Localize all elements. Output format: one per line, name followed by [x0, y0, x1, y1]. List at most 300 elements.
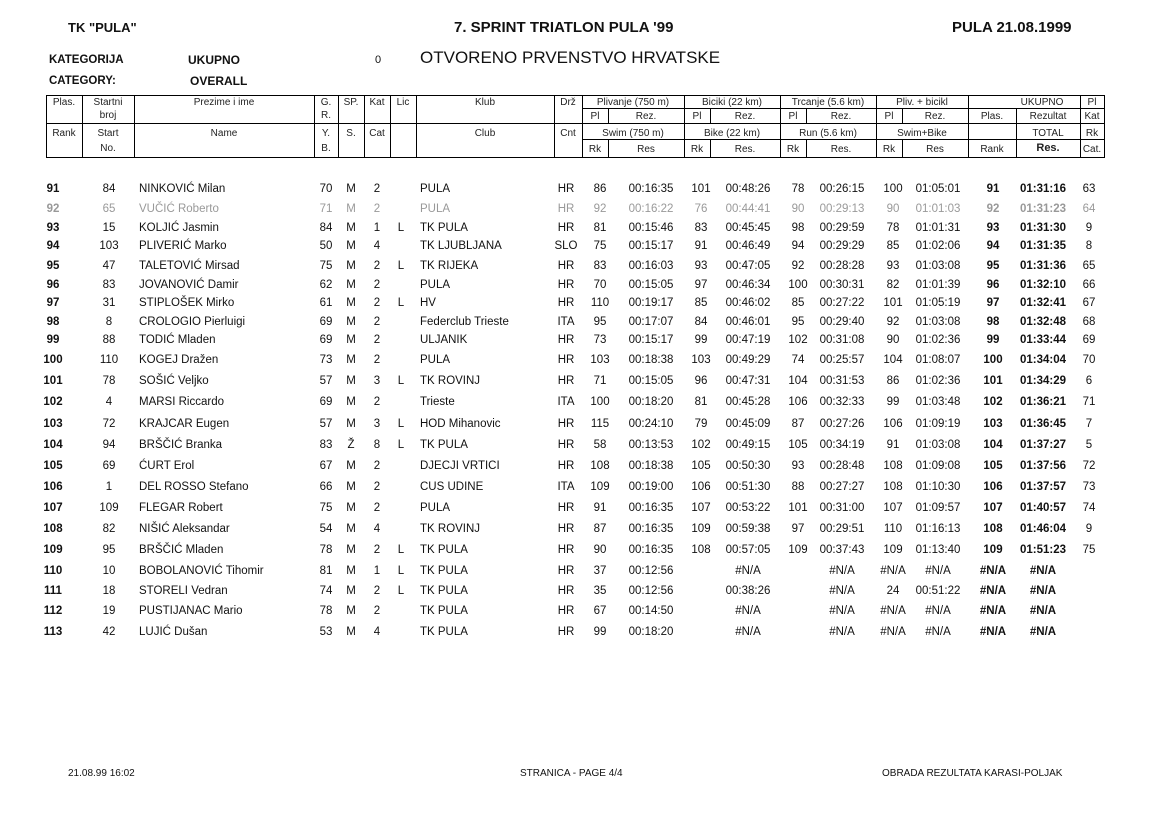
- cell-bike-rank: 83: [694, 222, 708, 234]
- cell-club: ULJANIK: [420, 334, 468, 346]
- cell-total-time: 01:31:35: [1019, 240, 1067, 252]
- cell-name: NIŠIĆ Aleksandar: [139, 523, 230, 535]
- kategorija-value: UKUPNO: [188, 53, 241, 67]
- cell-swim-rank: 91: [593, 502, 607, 514]
- bike-pl-label: Pl: [692, 111, 702, 122]
- cell-country: ITA: [557, 396, 575, 408]
- cell-name: CROLOGIO Pierluigi: [139, 316, 246, 328]
- cell-run-rank: 100: [788, 279, 808, 291]
- col-club: Club: [474, 128, 496, 139]
- cell-licence: L: [397, 418, 405, 430]
- cell-country: HR: [557, 502, 575, 514]
- cell-category: 2: [373, 297, 381, 309]
- cell-rank: 109: [43, 544, 63, 556]
- cell-rank: 104: [43, 439, 63, 451]
- cell-total-rank: 95: [986, 260, 1000, 272]
- cell-swim-rank: 67: [593, 605, 607, 617]
- table-row: [0, 435, 1170, 455]
- cell-swimbike-rank: 107: [883, 502, 903, 514]
- cell-category-rank: 64: [1082, 203, 1096, 215]
- cell-category: 2: [373, 354, 381, 366]
- cell-start-no: 82: [102, 523, 116, 535]
- cell-swimbike-time: 01:05:01: [915, 183, 961, 195]
- cell-name: TODIĆ Mladen: [139, 334, 216, 346]
- cell-total-time: #N/A: [1029, 585, 1057, 597]
- cell-bike-time: #N/A: [735, 605, 761, 617]
- cell-category-rank: 73: [1082, 481, 1096, 493]
- swimbike-rez-label: Rez.: [924, 111, 946, 122]
- cell-swimbike-time: 01:16:13: [915, 523, 961, 535]
- cell-bike-rank: 97: [694, 279, 708, 291]
- col-rank: Rank: [52, 128, 76, 139]
- cell-club: HOD Mihanovic: [420, 418, 501, 430]
- cell-rank: 110: [43, 565, 63, 577]
- cell-swim-time: 00:16:22: [628, 203, 674, 215]
- cell-total-rank: 98: [986, 316, 1000, 328]
- cell-bike-rank: 99: [694, 334, 708, 346]
- cell-total-rank: 103: [983, 418, 1003, 430]
- cell-rank: 99: [46, 334, 60, 346]
- cell-start-no: 103: [99, 240, 119, 252]
- cell-start-no: 110: [99, 354, 119, 366]
- col-swim: Swim (750 m): [602, 128, 664, 139]
- cell-start-no: 72: [102, 418, 116, 430]
- cell-start-no: 69: [102, 460, 116, 472]
- col-sp: SP.: [343, 97, 359, 108]
- cell-swim-rank: 37: [593, 565, 607, 577]
- cell-sex: M: [346, 396, 356, 408]
- cell-swimbike-rank: 78: [886, 222, 900, 234]
- cell-country: SLO: [554, 240, 578, 252]
- cell-country: ITA: [557, 481, 575, 493]
- cell-total-rank: 99: [986, 334, 1000, 346]
- cell-total-time: 01:36:21: [1019, 396, 1067, 408]
- cell-club: Federclub Trieste: [420, 316, 509, 328]
- cell-swim-rank: 103: [590, 354, 610, 366]
- cell-sex: M: [346, 418, 356, 430]
- col-pl-short: Pl: [1087, 97, 1097, 108]
- cell-bike-time: 00:53:22: [725, 502, 771, 514]
- cell-swimbike-time: 01:03:08: [915, 260, 961, 272]
- col-start: Start: [97, 128, 119, 139]
- cell-total-time: #N/A: [1029, 626, 1057, 638]
- run-pl-label: Pl: [788, 111, 798, 122]
- cell-category-rank: 63: [1082, 183, 1096, 195]
- cell-category: 8: [373, 439, 381, 451]
- cell-rank: 106: [43, 481, 63, 493]
- cell-club: PULA: [420, 279, 451, 291]
- run-rez-label: Rez.: [830, 111, 852, 122]
- cell-sex: M: [346, 523, 356, 535]
- cell-swim-time: 00:18:38: [628, 460, 674, 472]
- cell-swimbike-rank: 106: [883, 418, 903, 430]
- table-row: [0, 350, 1170, 370]
- cell-swim-time: 00:15:05: [628, 279, 674, 291]
- swimbike-rk-label: Rk: [882, 144, 896, 155]
- cell-category: 2: [373, 316, 381, 328]
- cell-swimbike-time: 01:03:08: [915, 316, 961, 328]
- total-plas-label: Plas.: [980, 111, 1004, 122]
- place-date: PULA 21.08.1999: [952, 19, 1072, 36]
- championship-title: OTVORENO PRVENSTVO HRVATSKE: [420, 48, 721, 67]
- cell-total-rank: 94: [986, 240, 1000, 252]
- cell-total-rank: 93: [986, 222, 1000, 234]
- col-lic: Lic: [396, 97, 410, 108]
- swim-res-label: Res: [637, 144, 655, 155]
- cell-bike-time: 00:47:31: [725, 375, 771, 387]
- col-plivanje: Plivanje (750 m): [596, 97, 670, 108]
- table-row: [0, 236, 1170, 256]
- cell-total-time: 01:36:45: [1019, 418, 1067, 430]
- cell-bike-rank: 91: [694, 240, 708, 252]
- col-r: R.: [321, 110, 331, 121]
- cell-name: MARSI Riccardo: [139, 396, 224, 408]
- table-row: [0, 275, 1170, 295]
- cell-swim-rank: 81: [593, 222, 607, 234]
- cell-swimbike-rank: 86: [886, 375, 900, 387]
- cell-total-time: 01:34:04: [1019, 354, 1067, 366]
- cell-licence: L: [397, 260, 405, 272]
- cell-country: HR: [557, 439, 575, 451]
- cell-rank: 94: [46, 240, 60, 252]
- cell-category-rank: 72: [1082, 460, 1096, 472]
- cell-run-rank: 97: [791, 523, 805, 535]
- cell-bike-rank: 103: [691, 354, 711, 366]
- col-b: B.: [321, 143, 331, 154]
- cell-club: PULA: [420, 183, 451, 195]
- cell-run-time: #N/A: [829, 605, 855, 617]
- col-g: G.: [320, 97, 332, 108]
- cell-swimbike-time: 01:02:36: [915, 334, 961, 346]
- cell-bike-rank: 106: [691, 481, 711, 493]
- cell-bike-rank: 93: [694, 260, 708, 272]
- cell-rank: 97: [46, 297, 60, 309]
- cell-sex: M: [346, 460, 356, 472]
- table-row: [0, 179, 1170, 199]
- category-value: OVERALL: [190, 74, 248, 88]
- cell-bike-time: 00:44:41: [725, 203, 771, 215]
- cell-swim-time: 00:15:46: [628, 222, 674, 234]
- cell-rank: 111: [44, 585, 62, 597]
- cell-run-rank: 105: [788, 439, 808, 451]
- cell-swim-time: 00:19:17: [628, 297, 674, 309]
- table-row: [0, 498, 1170, 518]
- cell-category-rank: 5: [1085, 439, 1093, 451]
- cell-start-no: 78: [102, 375, 116, 387]
- cell-run-time: 00:29:51: [819, 523, 865, 535]
- cell-swimbike-time: 01:01:39: [915, 279, 961, 291]
- swim-rk-label: Rk: [588, 144, 602, 155]
- kategorija-label: KATEGORIJA: [49, 54, 124, 66]
- table-row: [0, 456, 1170, 476]
- cell-total-rank: #N/A: [979, 605, 1007, 617]
- cell-bike-time: 00:45:28: [725, 396, 771, 408]
- cell-bike-time: #N/A: [735, 565, 761, 577]
- cell-club: TK PULA: [420, 544, 468, 556]
- cell-total-rank: 96: [986, 279, 1000, 291]
- total-rank-label: Rank: [980, 144, 1004, 155]
- cell-country: HR: [557, 203, 575, 215]
- col-plas: Plas.: [52, 97, 76, 108]
- cell-bike-time: 00:46:49: [725, 240, 771, 252]
- cell-bike-rank: 85: [694, 297, 708, 309]
- cell-licence: L: [397, 585, 405, 597]
- cell-run-time: 00:27:26: [819, 418, 865, 430]
- cell-swimbike-time: 01:09:08: [915, 460, 961, 472]
- cell-swimbike-time: 01:13:40: [915, 544, 961, 556]
- cell-sex: M: [346, 481, 356, 493]
- swimbike-res-label: Res: [926, 144, 944, 155]
- cell-bike-time: 00:38:26: [725, 585, 771, 597]
- table-row: [0, 601, 1170, 621]
- cell-country: HR: [557, 544, 575, 556]
- col-y: Y.: [321, 128, 331, 139]
- cell-total-rank: #N/A: [979, 585, 1007, 597]
- cell-birth-year: 78: [319, 544, 333, 556]
- cell-run-time: 00:30:31: [819, 279, 865, 291]
- cell-category-rank: 68: [1082, 316, 1096, 328]
- cell-country: HR: [557, 222, 575, 234]
- cell-run-rank: 88: [791, 481, 805, 493]
- cell-swim-time: 00:16:35: [628, 523, 674, 535]
- cell-birth-year: 69: [319, 396, 333, 408]
- cell-club: DJECJI VRTICI: [420, 460, 500, 472]
- table-row: [0, 581, 1170, 601]
- cell-bike-time: #N/A: [735, 626, 761, 638]
- footer-credit: OBRADA REZULTATA KARASI-POLJAK: [882, 768, 1063, 779]
- cell-licence: L: [397, 297, 405, 309]
- cell-sex: Ž: [347, 439, 355, 451]
- cell-licence: L: [397, 565, 405, 577]
- cell-club: TK PULA: [420, 565, 468, 577]
- cell-licence: L: [397, 439, 405, 451]
- cell-swimbike-rank: 109: [883, 544, 903, 556]
- cell-total-rank: 92: [986, 203, 1000, 215]
- cell-swimbike-rank: 110: [883, 523, 903, 535]
- cell-bike-time: 00:46:34: [725, 279, 771, 291]
- cell-swim-rank: 109: [590, 481, 610, 493]
- cell-swim-time: 00:13:53: [628, 439, 674, 451]
- col-trcanje: Trcanje (5.6 km): [791, 97, 865, 108]
- cell-swimbike-rank: #N/A: [880, 626, 906, 638]
- cell-rank: 112: [43, 605, 63, 617]
- zero-value: 0: [375, 54, 382, 66]
- cell-category-rank: 67: [1082, 297, 1096, 309]
- cell-bike-rank: 101: [691, 183, 711, 195]
- cell-swimbike-rank: 104: [883, 354, 903, 366]
- col-run: Run (5.6 km): [799, 128, 857, 139]
- cell-sex: M: [346, 334, 356, 346]
- cell-swimbike-time: 01:02:36: [915, 375, 961, 387]
- cell-run-rank: 74: [791, 354, 805, 366]
- cell-category-rank: 71: [1082, 396, 1096, 408]
- cell-bike-rank: 109: [691, 523, 711, 535]
- cell-run-rank: 95: [791, 316, 805, 328]
- cell-swim-time: 00:17:07: [628, 316, 674, 328]
- cell-start-no: 95: [102, 544, 116, 556]
- cell-birth-year: 83: [319, 439, 333, 451]
- cell-run-time: 00:31:53: [819, 375, 865, 387]
- cell-rank: 102: [43, 396, 63, 408]
- cell-category: 2: [373, 396, 381, 408]
- cell-birth-year: 74: [319, 585, 333, 597]
- cell-rank: 101: [43, 375, 63, 387]
- cell-swim-time: 00:15:17: [628, 240, 674, 252]
- total-rezultat-label: Rezultat: [1029, 111, 1067, 122]
- cell-country: HR: [557, 334, 575, 346]
- cell-bike-rank: 84: [694, 316, 708, 328]
- cell-sex: M: [346, 183, 356, 195]
- table-row: [0, 199, 1170, 219]
- cell-total-rank: 100: [983, 354, 1003, 366]
- cell-swim-rank: 108: [590, 460, 610, 472]
- cell-total-time: 01:40:57: [1019, 502, 1067, 514]
- cell-club: TK PULA: [420, 585, 468, 597]
- cell-start-no: 8: [105, 316, 113, 328]
- cell-bike-time: 00:45:09: [725, 418, 771, 430]
- cell-run-rank: 85: [791, 297, 805, 309]
- cell-rank: 100: [43, 354, 63, 366]
- cell-swim-rank: 70: [593, 279, 607, 291]
- cell-category-rank: 9: [1085, 523, 1093, 535]
- table-row: [0, 330, 1170, 350]
- cell-category-rank: 74: [1082, 502, 1096, 514]
- cell-run-rank: 98: [791, 222, 805, 234]
- cell-start-no: 10: [102, 565, 116, 577]
- col-ukupno: UKUPNO: [1020, 97, 1064, 108]
- cell-rank: 96: [46, 279, 60, 291]
- cell-sex: M: [346, 260, 356, 272]
- cell-start-no: 4: [105, 396, 113, 408]
- cell-club: PULA: [420, 354, 451, 366]
- cell-swim-time: 00:12:56: [628, 585, 674, 597]
- cell-bike-rank: 81: [694, 396, 708, 408]
- cell-swimbike-rank: 99: [886, 396, 900, 408]
- cell-swimbike-rank: 90: [886, 203, 900, 215]
- cell-bike-rank: 105: [691, 460, 711, 472]
- cell-run-rank: 106: [788, 396, 808, 408]
- cell-swimbike-rank: 108: [883, 481, 903, 493]
- cell-swimbike-time: 01:03:08: [915, 439, 961, 451]
- cell-total-time: 01:32:48: [1019, 316, 1067, 328]
- cell-birth-year: 62: [319, 279, 333, 291]
- cell-club: HV: [420, 297, 436, 309]
- cell-club: TK RIJEKA: [420, 260, 479, 272]
- cell-run-rank: 90: [791, 203, 805, 215]
- cell-sex: M: [346, 544, 356, 556]
- cell-run-time: #N/A: [829, 585, 855, 597]
- cell-swim-time: 00:15:05: [628, 375, 674, 387]
- cell-start-no: 84: [102, 183, 116, 195]
- cell-total-time: 01:31:36: [1019, 260, 1067, 272]
- cell-total-rank: 97: [986, 297, 1000, 309]
- cell-swim-time: 00:14:50: [628, 605, 674, 617]
- cell-total-rank: #N/A: [979, 565, 1007, 577]
- cell-start-no: 42: [102, 626, 116, 638]
- cell-total-time: 01:51:23: [1019, 544, 1067, 556]
- col-no: No.: [100, 143, 116, 154]
- cell-sex: M: [346, 222, 356, 234]
- cell-country: HR: [557, 260, 575, 272]
- cell-category-rank: 75: [1082, 544, 1096, 556]
- cell-sex: M: [346, 316, 356, 328]
- cell-name: JOVANOVIĆ Damir: [139, 279, 239, 291]
- cell-swimbike-time: 01:01:31: [915, 222, 961, 234]
- cell-club: TK ROVINJ: [420, 375, 481, 387]
- cell-run-time: 00:34:19: [819, 439, 865, 451]
- col-kat: Kat: [369, 97, 385, 108]
- cell-run-rank: 109: [788, 544, 808, 556]
- cell-category: 4: [373, 626, 381, 638]
- cell-category: 1: [373, 565, 381, 577]
- cell-country: HR: [557, 354, 575, 366]
- cell-birth-year: 84: [319, 222, 333, 234]
- cell-birth-year: 75: [319, 502, 333, 514]
- cell-category-rank: 8: [1085, 240, 1093, 252]
- cell-total-rank: 108: [983, 523, 1003, 535]
- cell-start-no: 1: [105, 481, 113, 493]
- cell-country: HR: [557, 297, 575, 309]
- cell-total-time: 01:46:04: [1019, 523, 1067, 535]
- cell-start-no: 109: [99, 502, 119, 514]
- cell-run-time: 00:26:15: [819, 183, 865, 195]
- total-res-label: Res.: [1036, 142, 1060, 154]
- cell-swim-rank: 83: [593, 260, 607, 272]
- col-biciklizam: Biciki (22 km): [701, 97, 763, 108]
- cell-total-rank: 91: [986, 183, 1000, 195]
- cell-start-no: 18: [102, 585, 116, 597]
- cell-swim-rank: 100: [590, 396, 610, 408]
- cell-total-rank: 104: [983, 439, 1003, 451]
- cell-run-time: #N/A: [829, 626, 855, 638]
- cell-country: HR: [557, 183, 575, 195]
- cell-run-time: #N/A: [829, 565, 855, 577]
- cell-birth-year: 54: [319, 523, 333, 535]
- cell-category: 2: [373, 334, 381, 346]
- cell-swimbike-rank: 93: [886, 260, 900, 272]
- cell-swimbike-time: 01:01:03: [915, 203, 961, 215]
- cell-total-rank: #N/A: [979, 626, 1007, 638]
- cell-total-rank: 102: [983, 396, 1003, 408]
- cell-sex: M: [346, 585, 356, 597]
- bike-res-label: Res.: [734, 144, 756, 155]
- cell-swimbike-time: #N/A: [925, 565, 951, 577]
- event-title: 7. SPRINT TRIATLON PULA '99: [454, 19, 674, 36]
- cell-bike-time: 00:46:02: [725, 297, 771, 309]
- cell-club: PULA: [420, 502, 451, 514]
- cell-bike-time: 00:49:15: [725, 439, 771, 451]
- cell-sex: M: [346, 240, 356, 252]
- cell-swim-time: 00:12:56: [628, 565, 674, 577]
- col-s: S.: [346, 128, 356, 139]
- cell-category-rank: 9: [1085, 222, 1093, 234]
- cell-total-time: 01:37:56: [1019, 460, 1067, 472]
- run-res-label: Res.: [830, 144, 852, 155]
- table-row: [0, 477, 1170, 497]
- col-prezime: Prezime i ime: [193, 97, 255, 108]
- cell-swim-time: 00:18:20: [628, 396, 674, 408]
- cell-sex: M: [346, 354, 356, 366]
- cell-country: HR: [557, 565, 575, 577]
- cell-category-rank: 7: [1085, 418, 1093, 430]
- footer-page: STRANICA - PAGE 4/4: [520, 768, 623, 779]
- bike-rk-label: Rk: [690, 144, 704, 155]
- cell-birth-year: 57: [319, 418, 333, 430]
- cell-name: FLEGAR Robert: [139, 502, 223, 514]
- cell-bike-rank: 79: [694, 418, 708, 430]
- cell-bike-rank: 102: [691, 439, 711, 451]
- cell-birth-year: 73: [319, 354, 333, 366]
